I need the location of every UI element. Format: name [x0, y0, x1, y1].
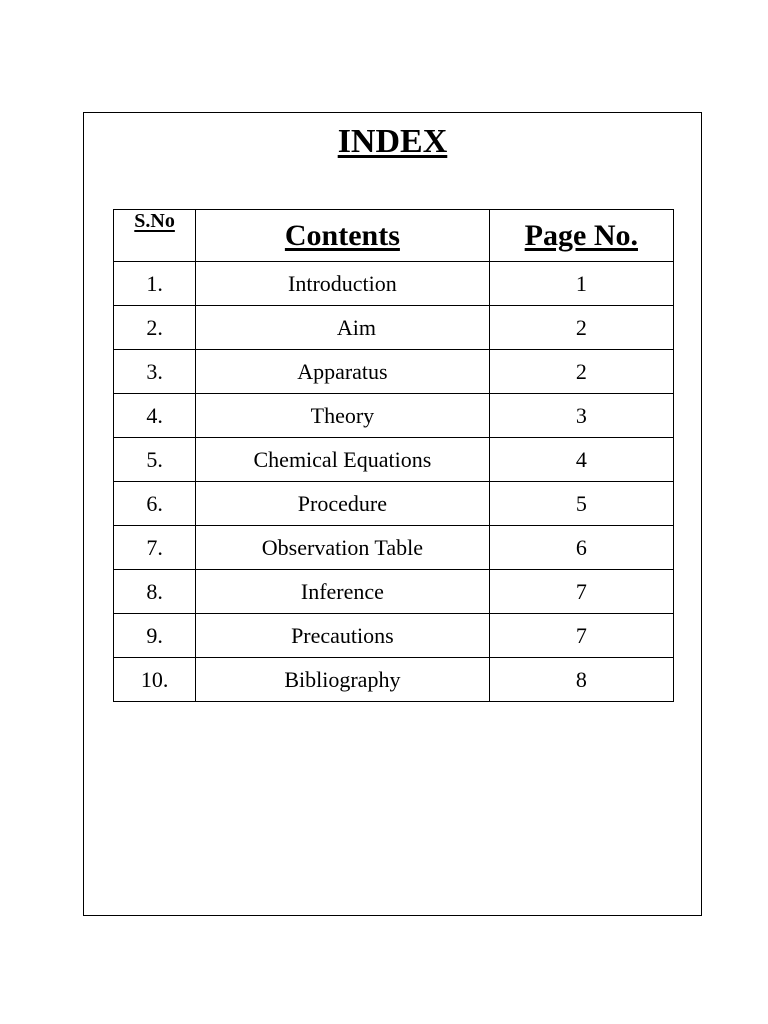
- row-page: 2: [489, 350, 673, 394]
- row-contents: Introduction: [196, 262, 490, 306]
- table-row: [114, 482, 674, 526]
- row-sno: 2.: [114, 306, 196, 350]
- table-row: [114, 658, 674, 702]
- row-contents: Bibliography: [196, 658, 490, 702]
- row-sno: 10.: [114, 658, 196, 702]
- table-row: [114, 394, 674, 438]
- row-page: 4: [489, 438, 673, 482]
- row-page: 1: [489, 262, 673, 306]
- row-page: 2: [489, 306, 673, 350]
- table-row: [114, 570, 674, 614]
- header-sno: S.No: [114, 210, 196, 262]
- row-sno: 9.: [114, 614, 196, 658]
- row-page: 7: [489, 570, 673, 614]
- row-contents: Procedure: [196, 482, 490, 526]
- row-page: 5: [489, 482, 673, 526]
- table-row: [114, 438, 674, 482]
- row-sno: 3.: [114, 350, 196, 394]
- row-contents: Chemical Equations: [196, 438, 490, 482]
- table-row: [114, 306, 674, 350]
- row-page: 8: [489, 658, 673, 702]
- table-header-row: [114, 210, 674, 262]
- row-page: 7: [489, 614, 673, 658]
- header-page-no: Page No.: [489, 210, 673, 262]
- row-page: 6: [489, 526, 673, 570]
- row-sno: 8.: [114, 570, 196, 614]
- index-table: [113, 209, 674, 702]
- page-frame: [83, 112, 702, 916]
- table-row: [114, 350, 674, 394]
- row-sno: 5.: [114, 438, 196, 482]
- row-sno: 7.: [114, 526, 196, 570]
- row-page: 3: [489, 394, 673, 438]
- row-contents: Aim: [196, 306, 490, 350]
- row-contents: Apparatus: [196, 350, 490, 394]
- table-row: [114, 262, 674, 306]
- row-contents: Observation Table: [196, 526, 490, 570]
- row-sno: 1.: [114, 262, 196, 306]
- table-row: [114, 526, 674, 570]
- header-contents: Contents: [196, 210, 490, 262]
- row-contents: Inference: [196, 570, 490, 614]
- row-contents: Theory: [196, 394, 490, 438]
- row-sno: 6.: [114, 482, 196, 526]
- table-row: [114, 614, 674, 658]
- page-title: INDEX: [337, 123, 448, 160]
- row-sno: 4.: [114, 394, 196, 438]
- row-contents: Precautions: [196, 614, 490, 658]
